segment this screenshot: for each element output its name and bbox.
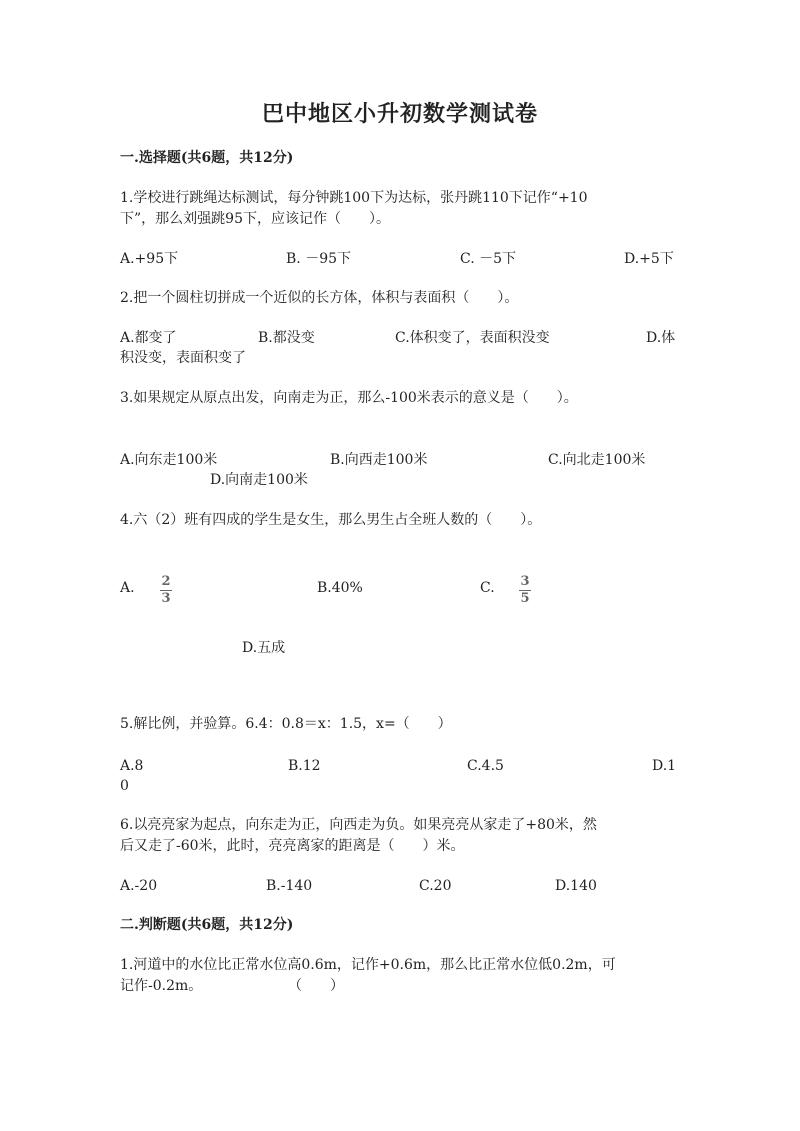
question-2-option-b: B.都没变 xyxy=(258,330,315,346)
question-6-line-2: 后又走了-60米，此时，亮亮离家的距离是（ ）米。 xyxy=(120,838,465,854)
question-5-line-1: 5.解比例，并验算。6.4：0.8＝x：1.5，x=（ ） xyxy=(120,716,452,732)
question-3-option-c: C.向北走100米 xyxy=(548,452,646,468)
question-4-option-c-label: C. xyxy=(480,580,495,596)
judgement-1-line-2: 记作-0.2m。 xyxy=(120,978,203,994)
question-4-option-a-fraction xyxy=(160,573,172,606)
question-4-option-d: D.五成 xyxy=(242,640,286,656)
question-1-option-a: A.+95下 xyxy=(120,251,179,267)
fraction-denominator: 5 xyxy=(520,591,530,606)
question-5-option-a: A.8 xyxy=(120,758,144,774)
question-5-option-c: C.4.5 xyxy=(467,758,504,774)
question-4-option-c-fraction xyxy=(519,573,531,606)
section-heading-choice: 一.选择题(共6题，共12分) xyxy=(120,150,294,166)
question-2-option-d: D.体 xyxy=(646,330,676,346)
question-5-option-b: B.12 xyxy=(288,758,321,774)
question-5-option-d-continued: 0 xyxy=(120,778,129,794)
question-6-option-c: C.20 xyxy=(419,878,452,894)
question-1-line-2: 下”，那么刘强跳95下，应该记作（ ）。 xyxy=(120,211,390,227)
page-title: 巴中地区小升初数学测试卷 xyxy=(261,101,538,127)
question-2-option-d-continued: 积没变，表面积变了 xyxy=(120,350,246,366)
question-4-option-a-label: A. xyxy=(120,580,135,596)
question-2-option-c: C.体积变了，表面积没变 xyxy=(395,330,550,346)
question-6-option-b: B.-140 xyxy=(266,878,313,894)
question-4-option-b: B.40% xyxy=(317,580,363,596)
question-4-line-1: 4.六（2）班有四成的学生是女生，那么男生占全班人数的（ ）。 xyxy=(120,512,542,528)
fraction-denominator: 3 xyxy=(161,591,171,606)
question-6-option-d: D.140 xyxy=(555,878,597,894)
question-2-option-a: A.都变了 xyxy=(120,330,177,346)
section-heading-true-false: 二.判断题(共6题，共12分) xyxy=(120,917,294,933)
question-6-option-a: A.-20 xyxy=(120,878,158,894)
question-1-option-b: B. －95下 xyxy=(286,251,352,267)
question-1-option-c: C. －5下 xyxy=(460,251,517,267)
fraction-numerator: 2 xyxy=(161,574,171,589)
judgement-1-answer-blank: （ ） xyxy=(288,978,344,994)
judgement-1-line-1: 1.河道中的水位比正常水位高0.6m，记作+0.6m，那么比正常水位低0.2m，可 xyxy=(120,957,616,973)
question-1-option-d: D.+5下 xyxy=(624,251,674,267)
question-3-line-1: 3.如果规定从原点出发，向南走为正，那么-100米表示的意义是（ ）。 xyxy=(120,390,578,406)
question-2-line-1: 2.把一个圆柱切拼成一个近似的长方体，体积与表面积（ ）。 xyxy=(120,290,519,306)
question-5-option-d: D.1 xyxy=(652,758,677,774)
question-3-option-b: B.向西走100米 xyxy=(330,452,428,468)
question-1-line-1: 1.学校进行跳绳达标测试，每分钟跳100下为达标，张丹跳110下记作“+10 xyxy=(120,190,588,206)
fraction-numerator: 3 xyxy=(520,574,530,589)
question-6-line-1: 6.以亮亮家为起点，向东走为正，向西走为负。如果亮亮从家走了+80米，然 xyxy=(120,817,597,833)
question-3-option-a: A.向东走100米 xyxy=(120,452,218,468)
question-3-option-d: D.向南走100米 xyxy=(210,472,308,488)
